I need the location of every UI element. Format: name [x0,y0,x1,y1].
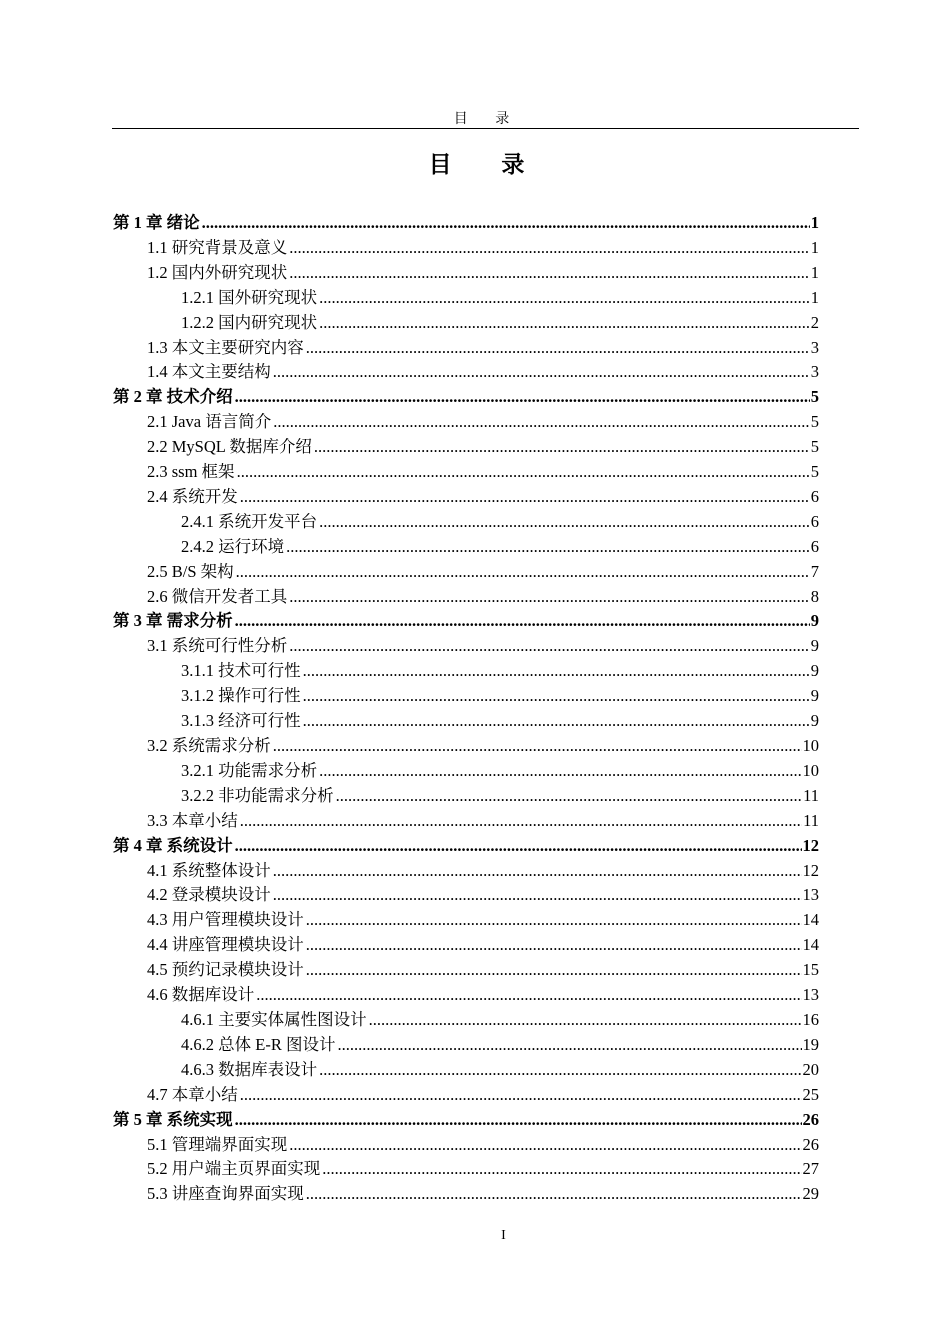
toc-page-number: 16 [802,1009,819,1029]
toc-entry-title: 4.1 系统整体设计 [147,860,271,880]
toc-page-number: 29 [802,1184,819,1204]
toc-page-number: 26 [802,1109,819,1129]
toc-entry-title: 4.7 本章小结 [147,1084,238,1104]
toc-section-entry[interactable] [113,983,819,1008]
toc-page-number: 9 [810,611,819,631]
toc-entry-title: 3.1 系统可行性分析 [147,636,288,656]
toc-section-entry[interactable] [113,1182,819,1207]
toc-entry-title: 4.5 预约记录模块设计 [147,960,304,980]
toc-page-number: 7 [810,561,819,581]
toc-entry-title: 1.2 国内外研究现状 [147,262,288,282]
toc-entry-title: 2.4.1 系统开发平台 [181,511,318,531]
toc-entry-title: 4.3 用户管理模块设计 [147,910,304,930]
toc-subsection-entry[interactable] [113,684,819,709]
toc-subsection-entry[interactable] [113,759,819,784]
toc-subsection-entry[interactable] [113,311,819,336]
toc-dot-leader [306,933,802,958]
toc-page-number: 15 [802,960,819,980]
toc-page-number: 1 [810,237,819,257]
toc-page-number: 6 [810,486,819,506]
toc-page-number: 1 [810,212,819,232]
toc-dot-leader [289,261,810,286]
toc-page-number: 11 [803,810,819,830]
toc-dot-leader [236,560,810,585]
toc-section-entry[interactable] [113,360,819,385]
table-of-contents [113,211,819,1207]
toc-entry-title: 3.1.1 技术可行性 [181,661,301,681]
toc-dot-leader [273,360,810,385]
toc-page-number: 13 [802,985,819,1005]
toc-page-number: 5 [810,437,819,457]
toc-section-entry[interactable] [113,1133,819,1158]
toc-section-entry[interactable] [113,236,819,261]
toc-entry-title: 2.4 系统开发 [147,486,238,506]
toc-dot-leader [235,609,810,634]
toc-dot-leader [319,311,810,336]
toc-section-entry[interactable] [113,336,819,361]
toc-chapter-entry[interactable] [113,385,819,410]
toc-dot-leader [322,1157,801,1182]
toc-page-number: 20 [802,1059,819,1079]
toc-entry-title: 4.6.3 数据库表设计 [181,1059,318,1079]
toc-section-entry[interactable] [113,809,819,834]
header-rule [112,128,859,129]
toc-entry-title: 第 3 章 需求分析 [113,611,233,631]
toc-dot-leader [256,983,801,1008]
toc-dot-leader [303,709,810,734]
toc-page-number: 26 [802,1134,819,1154]
toc-page-number: 9 [810,686,819,706]
toc-page-number: 1 [810,262,819,282]
toc-section-entry[interactable] [113,485,819,510]
toc-dot-leader [235,1108,802,1133]
toc-dot-leader [337,1033,801,1058]
toc-page-number: 9 [810,711,819,731]
toc-page-number: 1 [810,287,819,307]
toc-page-number: 3 [810,337,819,357]
toc-section-entry[interactable] [113,560,819,585]
running-header: 目 录 [453,112,522,127]
toc-entry-title: 2.2 MySQL 数据库介绍 [147,437,312,457]
toc-section-entry[interactable] [113,585,819,610]
toc-entry-title: 3.1.2 操作可行性 [181,686,301,706]
toc-dot-leader [202,211,810,236]
toc-entry-title: 3.2.1 功能需求分析 [181,760,318,780]
toc-page-number: 10 [802,760,819,780]
toc-dot-leader [369,1008,802,1033]
toc-entry-title: 1.2.1 国外研究现状 [181,287,318,307]
toc-page-number: 12 [802,860,819,880]
toc-dot-leader [240,809,802,834]
toc-page-number: 9 [810,661,819,681]
toc-section-entry[interactable] [113,460,819,485]
toc-page-number: 10 [802,736,819,756]
toc-dot-leader [319,286,810,311]
toc-subsection-entry[interactable] [113,535,819,560]
toc-dot-leader [303,659,810,684]
toc-subsection-entry[interactable] [113,784,819,809]
toc-dot-leader [306,1182,802,1207]
toc-entry-title: 第 2 章 技术介绍 [113,387,233,407]
toc-chapter-entry[interactable] [113,834,819,859]
toc-entry-title: 5.3 讲座查询界面实现 [147,1184,304,1204]
toc-page-number: 25 [802,1084,819,1104]
toc-entry-title: 1.2.2 国内研究现状 [181,312,318,332]
toc-section-entry[interactable] [113,410,819,435]
toc-section-entry[interactable] [113,634,819,659]
toc-section-entry[interactable] [113,1083,819,1108]
toc-dot-leader [306,336,810,361]
toc-page-number: 14 [802,935,819,955]
toc-section-entry[interactable] [113,933,819,958]
toc-entry-title: 4.6 数据库设计 [147,985,255,1005]
toc-entry-title: 4.4 讲座管理模块设计 [147,935,304,955]
toc-dot-leader [289,236,810,261]
toc-dot-leader [273,734,802,759]
toc-section-entry[interactable] [113,883,819,908]
toc-page-number: 14 [802,910,819,930]
toc-entry-title: 第 5 章 系统实现 [113,1109,233,1129]
toc-entry-title: 3.2.2 非功能需求分析 [181,785,334,805]
toc-entry-title: 2.1 Java 语言简介 [147,412,272,432]
toc-dot-leader [237,460,810,485]
toc-dot-leader [273,883,802,908]
toc-section-entry[interactable] [113,1157,819,1182]
toc-dot-leader [240,485,810,510]
toc-section-entry[interactable] [113,734,819,759]
toc-page-number: 6 [810,536,819,556]
toc-page-number: 9 [810,636,819,656]
toc-subsection-entry[interactable] [113,659,819,684]
toc-dot-leader [319,510,810,535]
toc-section-entry[interactable] [113,958,819,983]
toc-section-entry[interactable] [113,435,819,460]
toc-entry-title: 1.3 本文主要研究内容 [147,337,304,357]
toc-dot-leader [336,784,802,809]
toc-dot-leader [303,684,810,709]
toc-dot-leader [289,585,810,610]
toc-page-number: 2 [810,312,819,332]
toc-section-entry[interactable] [113,908,819,933]
toc-entry-title: 1.4 本文主要结构 [147,362,271,382]
toc-dot-leader [306,908,802,933]
toc-entry-title: 3.1.3 经济可行性 [181,711,301,731]
toc-page-number: 13 [802,885,819,905]
toc-entry-title: 2.6 微信开发者工具 [147,586,288,606]
toc-dot-leader [319,759,801,784]
toc-dot-leader [289,634,810,659]
toc-entry-title: 第 1 章 绪论 [113,212,200,232]
toc-entry-title: 4.2 登录模块设计 [147,885,271,905]
toc-dot-leader [314,435,810,460]
toc-page-number: 5 [810,462,819,482]
toc-chapter-entry[interactable] [113,1108,819,1133]
toc-page-number: 8 [810,586,819,606]
toc-dot-leader [235,385,810,410]
toc-entry-title: 第 4 章 系统设计 [113,835,233,855]
toc-dot-leader [306,958,802,983]
page-title: 目 录 [428,152,547,177]
toc-chapter-entry[interactable] [113,610,819,635]
toc-subsection-entry[interactable] [113,1058,819,1083]
toc-page-number: 12 [802,835,819,855]
toc-page-number: 3 [810,362,819,382]
toc-subsection-entry[interactable] [113,1033,819,1058]
toc-entry-title: 3.2 系统需求分析 [147,736,271,756]
toc-entry-title: 3.3 本章小结 [147,810,238,830]
toc-section-entry[interactable] [113,859,819,884]
toc-entry-title: 4.6.2 总体 E-R 图设计 [181,1034,336,1054]
toc-page-number: 27 [802,1159,819,1179]
toc-dot-leader [273,859,802,884]
toc-dot-leader [319,1058,801,1083]
toc-section-entry[interactable] [113,261,819,286]
toc-dot-leader [240,1083,802,1108]
toc-entry-title: 5.2 用户端主页界面实现 [147,1159,321,1179]
toc-dot-leader [273,410,810,435]
toc-entry-title: 5.1 管理端界面实现 [147,1134,288,1154]
toc-dot-leader [235,834,802,859]
toc-subsection-entry[interactable] [113,1008,819,1033]
toc-entry-title: 2.5 B/S 架构 [147,561,234,581]
toc-subsection-entry[interactable] [113,709,819,734]
toc-entry-title: 1.1 研究背景及意义 [147,237,288,257]
toc-dot-leader [286,535,810,560]
toc-page-number: 11 [803,785,819,805]
toc-subsection-entry[interactable] [113,286,819,311]
toc-entry-title: 4.6.1 主要实体属性图设计 [181,1009,367,1029]
toc-page-number: 6 [810,511,819,531]
toc-subsection-entry[interactable] [113,510,819,535]
toc-entry-title: 2.3 ssm 框架 [147,462,235,482]
toc-chapter-entry[interactable] [113,211,819,236]
toc-page-number: 5 [810,387,819,407]
toc-entry-title: 2.4.2 运行环境 [181,536,285,556]
toc-dot-leader [289,1133,801,1158]
toc-page-number: 19 [802,1034,819,1054]
toc-page-number: 5 [810,412,819,432]
page-number: I [501,1228,506,1243]
